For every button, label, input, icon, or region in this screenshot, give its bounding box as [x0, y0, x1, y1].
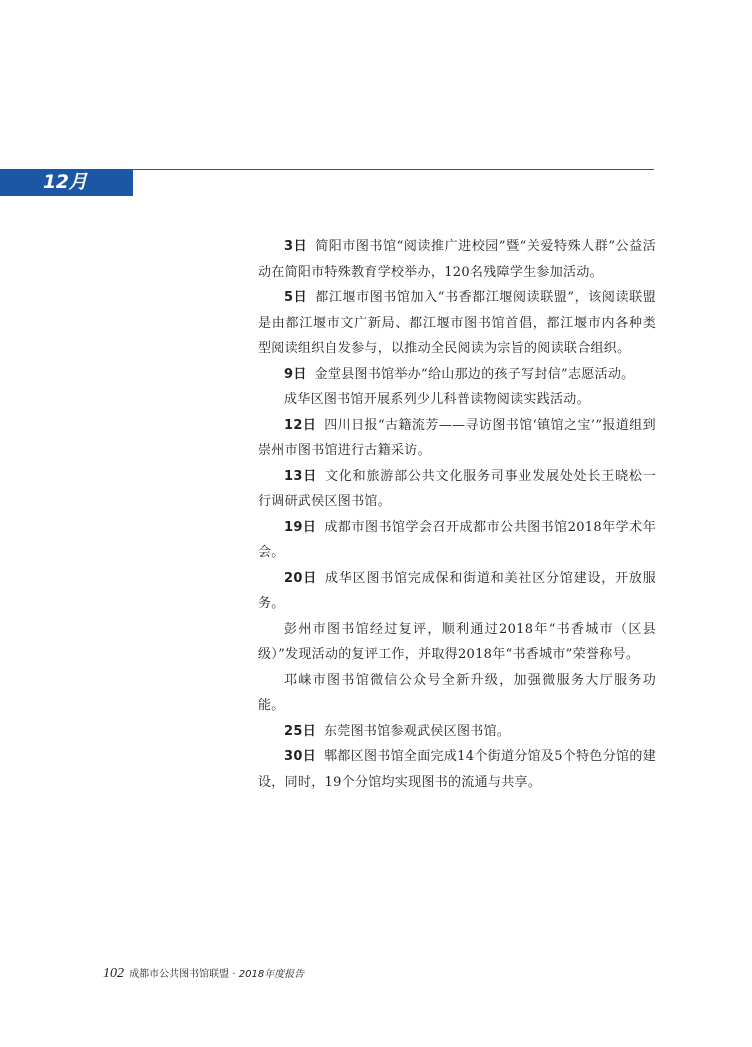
- entry-text: 文化和旅游部公共文化服务司事业发展处处长王晓松一行调研武侯区图书馆。: [258, 468, 656, 509]
- page-footer: [103, 965, 304, 982]
- entry: [258, 668, 656, 719]
- publication-name: 成都市公共图书馆联盟 ·: [129, 969, 239, 980]
- entry: [258, 744, 656, 795]
- entry-text: 成华区图书馆完成保和街道和美社区分馆建设，开放服务。: [258, 570, 656, 611]
- month-banner: [0, 169, 133, 196]
- entry: [258, 413, 656, 464]
- entry-day: 20日: [284, 570, 318, 586]
- entry-text: 四川日报“古籍流芳——寻访图书馆‘镇馆之宝’”报道组到崇州市图书馆进行古籍采访。: [258, 417, 656, 458]
- entry-text: 都江堰市图书馆加入“书香都江堰阅读联盟”，该阅读联盟是由都江堰市文广新局、都江堰市图书馆首倡，都江堰市内各种类型阅读组织自发参与，以推动全民阅读为宗旨的阅读联合组织。: [258, 290, 656, 356]
- entry-text: 金堂县图书馆举办“给山那边的孩子写封信”志愿活动。: [314, 366, 635, 382]
- entry-text: 东莞图书馆参观武侯区图书馆。: [324, 723, 511, 739]
- entry-day: 5日: [284, 290, 308, 305]
- entry: [258, 617, 656, 668]
- entry-day: 13日: [284, 468, 318, 484]
- month-title: 12月: [43, 171, 87, 193]
- entry: [258, 234, 656, 285]
- entry: [258, 285, 656, 362]
- entry-day: 25日: [284, 723, 316, 739]
- entry-day: 3日: [284, 239, 308, 254]
- page-number: 102: [103, 966, 124, 981]
- header-rule: [133, 169, 654, 170]
- entry-text: 成华区图书馆开展系列少儿科普读物阅读实践活动。: [284, 392, 590, 407]
- entry-day: 30日: [284, 749, 317, 764]
- entry: [258, 515, 656, 566]
- entry: [258, 719, 656, 745]
- entry-text: 成都市图书馆学会召开成都市公共图书馆2018年学术年会。: [258, 519, 656, 560]
- entry: [258, 464, 656, 515]
- entry-text: 邛崃市图书馆微信公众号全新升级，加强微服务大厅服务功能。: [258, 672, 656, 713]
- entry-day: 9日: [284, 366, 307, 382]
- entry-text: 彭州市图书馆经过复评，顺利通过2018年“书香城市（区县级）”发现活动的复评工作，并取得2018年“书香城市”荣誉称号。: [258, 621, 656, 662]
- chronicle-entries: [258, 234, 656, 795]
- entry-text: 简阳市图书馆“阅读推广进校园”暨“关爱特殊人群”公益活动在简阳市特殊教育学校举办，120名残障学生参加活动。: [258, 239, 656, 280]
- entry-day: 12日: [284, 417, 317, 433]
- entry-text: 郫都区图书馆全面完成14个街道分馆及5个特色分馆的建设，同时，19个分馆均实现图书的流通与共享。: [258, 749, 656, 790]
- entry-day: 19日: [284, 519, 317, 535]
- entry: [258, 387, 656, 413]
- report-year: 2018年度报告: [238, 969, 305, 980]
- entry: [258, 566, 656, 617]
- entry: [258, 362, 656, 388]
